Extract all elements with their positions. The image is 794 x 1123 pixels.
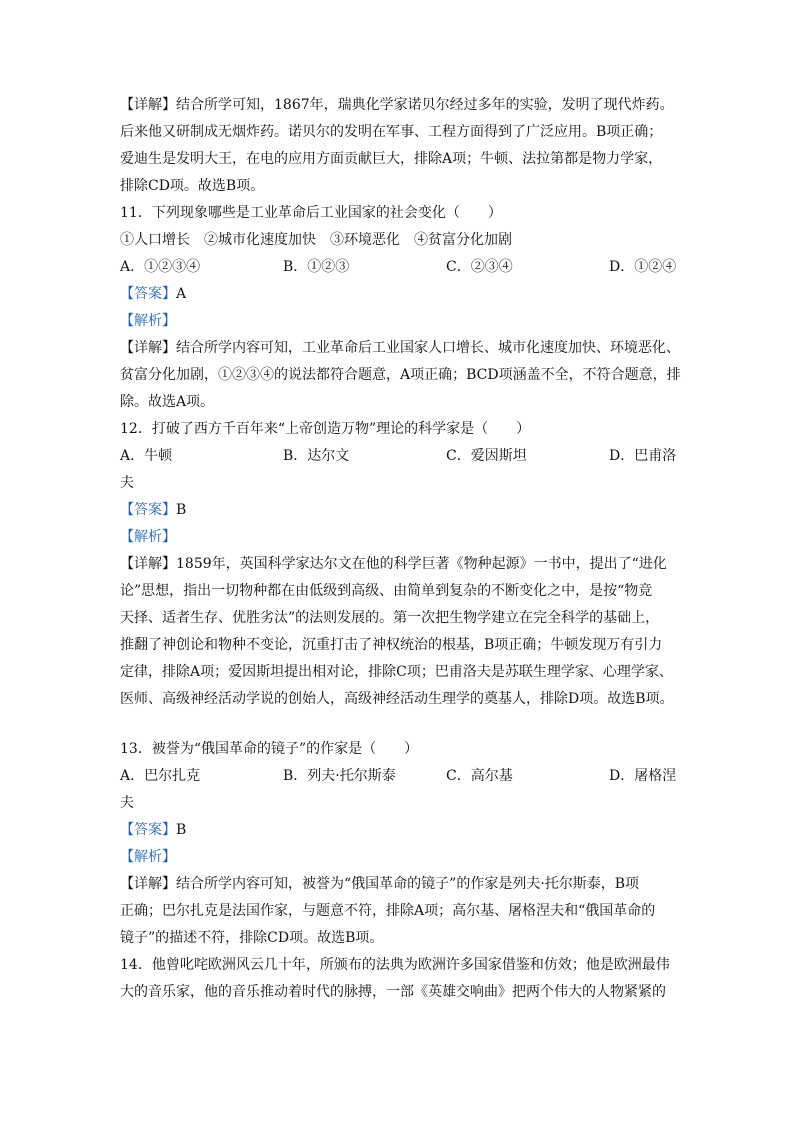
- q11-option-d: D．①②④: [609, 259, 677, 275]
- q13-option-c: C．高尔基: [446, 768, 513, 784]
- q11-detail-line-2: 贫富分化加剧，①②③④的说法都符合题意，A项正确；BCD项涵盖不全，不符合题意，排: [120, 367, 681, 383]
- q12-detail-line-1: 【详解】1859年，英国科学家达尔文在他的科学巨著《物种起源》一书中，提出了“进化: [120, 556, 667, 572]
- intro-detail-line-4: 排除CD项。故选B项。: [120, 178, 265, 194]
- q12-detail-line-4: 推翻了神创论和物种不变论，沉重打击了神权统治的根基，B项正确；牛顿发现万有引力: [120, 637, 663, 653]
- q12-analysis-label: 【解析】: [120, 529, 176, 545]
- q12-options: [120, 443, 680, 470]
- q12-answer: [120, 497, 680, 524]
- q11-detail-line-1: 【详解】结合所学内容可知，工业革命后工业国家人口增长、城市化速度加快、环境恶化、: [120, 340, 680, 356]
- q12-option-a: A．牛顿: [120, 448, 173, 464]
- q12-option-b: B．达尔文: [283, 448, 350, 464]
- q11-stem: 11．下列现象哪些是工业革命后工业国家的社会变化（ ）: [120, 205, 502, 221]
- detail-label: 【详解】: [120, 556, 176, 572]
- q12-option-d: D．巴甫洛: [609, 448, 677, 464]
- q12-detail-line-5: 定律，排除A项；爱因斯坦提出相对论，排除C项；巴甫洛夫是苏联生理学家、心理学家、: [120, 664, 673, 680]
- detail-label: 【详解】: [120, 340, 176, 356]
- q11-detail-line-3: 除。故选A项。: [120, 394, 215, 410]
- document-page: [120, 92, 680, 1006]
- q12-option-wrap: 夫: [120, 475, 134, 491]
- q13-options: [120, 763, 680, 790]
- q12-option-c: C．爱因斯坦: [446, 448, 527, 464]
- q11-analysis-label: 【解析】: [120, 313, 176, 329]
- q13-analysis-label: 【解析】: [120, 849, 176, 865]
- q14-stem-line-2: 大的音乐家，他的音乐推动着时代的脉搏，一部《英雄交响曲》把两个伟大的人物紧紧的: [120, 984, 666, 1000]
- answer-value: B: [176, 822, 187, 838]
- q11-options: [120, 254, 680, 281]
- q11-option-b: B．①②③: [283, 259, 350, 275]
- blank-gap: [120, 713, 680, 736]
- q13-detail-line-1: 【详解】结合所学内容可知，被誉为“俄国革命的镜子”的作家是列夫·托尔斯泰，B项: [120, 876, 640, 892]
- q12-detail-line-6: 医师、高级神经活动学说的创始人，高级神经活动生理学的奠基人，排除D项。故选B项。: [120, 691, 674, 707]
- answer-label: 【答案】: [120, 286, 176, 302]
- q13-option-b: B．列夫·托尔斯泰: [283, 768, 396, 784]
- q13-answer: [120, 817, 680, 844]
- detail-label: 【详解】: [120, 876, 176, 892]
- intro-detail-line-3: 爱迪生是发明大王，在电的应用方面贡献巨大，排除A项；牛顿、法拉第都是物力学家，: [120, 151, 663, 167]
- q11-sub-items: ①人口增长 ②城市化速度加快 ③环境恶化 ④贫富分化加剧: [120, 232, 512, 248]
- q12-detail-line-2: 论”思想，指出一切物种都在由低级到高级、由简单到复杂的不断变化之中，是按“物竞: [120, 583, 653, 599]
- intro-detail-line-2: 后来他又研制成无烟炸药。诺贝尔的发明在军事、工程方面得到了广泛应用。B项正确；: [120, 124, 663, 140]
- answer-label: 【答案】: [120, 502, 176, 518]
- detail-label: 【详解】: [120, 97, 176, 113]
- q13-option-d: D．屠格涅: [609, 768, 677, 784]
- q11-option-c: C．②③④: [446, 259, 513, 275]
- q13-option-wrap: 夫: [120, 795, 134, 811]
- q11-option-a: A．①②③④: [120, 259, 201, 275]
- q13-detail-line-2: 正确；巴尔扎克是法国作家，与题意不符，排除A项；高尔基、屠格涅夫和“俄国革命的: [120, 903, 656, 919]
- intro-detail-line-1: 【详解】结合所学可知，1867年，瑞典化学家诺贝尔经过多年的实验，发明了现代炸药。: [120, 97, 674, 113]
- q13-option-a: A．巴尔扎克: [120, 768, 201, 784]
- answer-value: A: [176, 286, 187, 302]
- answer-label: 【答案】: [120, 822, 176, 838]
- q13-detail-line-3: 镜子”的描述不符，排除CD项。故选B项。: [120, 930, 384, 946]
- q12-detail-line-3: 天择、适者生存、优胜劣汰”的法则发展的。第一次把生物学建立在完全科学的基础上，: [120, 610, 660, 626]
- q14-stem-line-1: 14．他曾叱咤欧洲风云几十年，所颁布的法典为欧洲许多国家借鉴和仿效；他是欧洲最伟: [120, 957, 670, 973]
- answer-value: B: [176, 502, 187, 518]
- q12-stem: 12．打破了西方千百年来“上帝创造万物”理论的科学家是（ ）: [120, 421, 531, 437]
- q13-stem: 13．被誉为“俄国革命的镜子”的作家是（ ）: [120, 741, 419, 757]
- q11-answer: [120, 281, 680, 308]
